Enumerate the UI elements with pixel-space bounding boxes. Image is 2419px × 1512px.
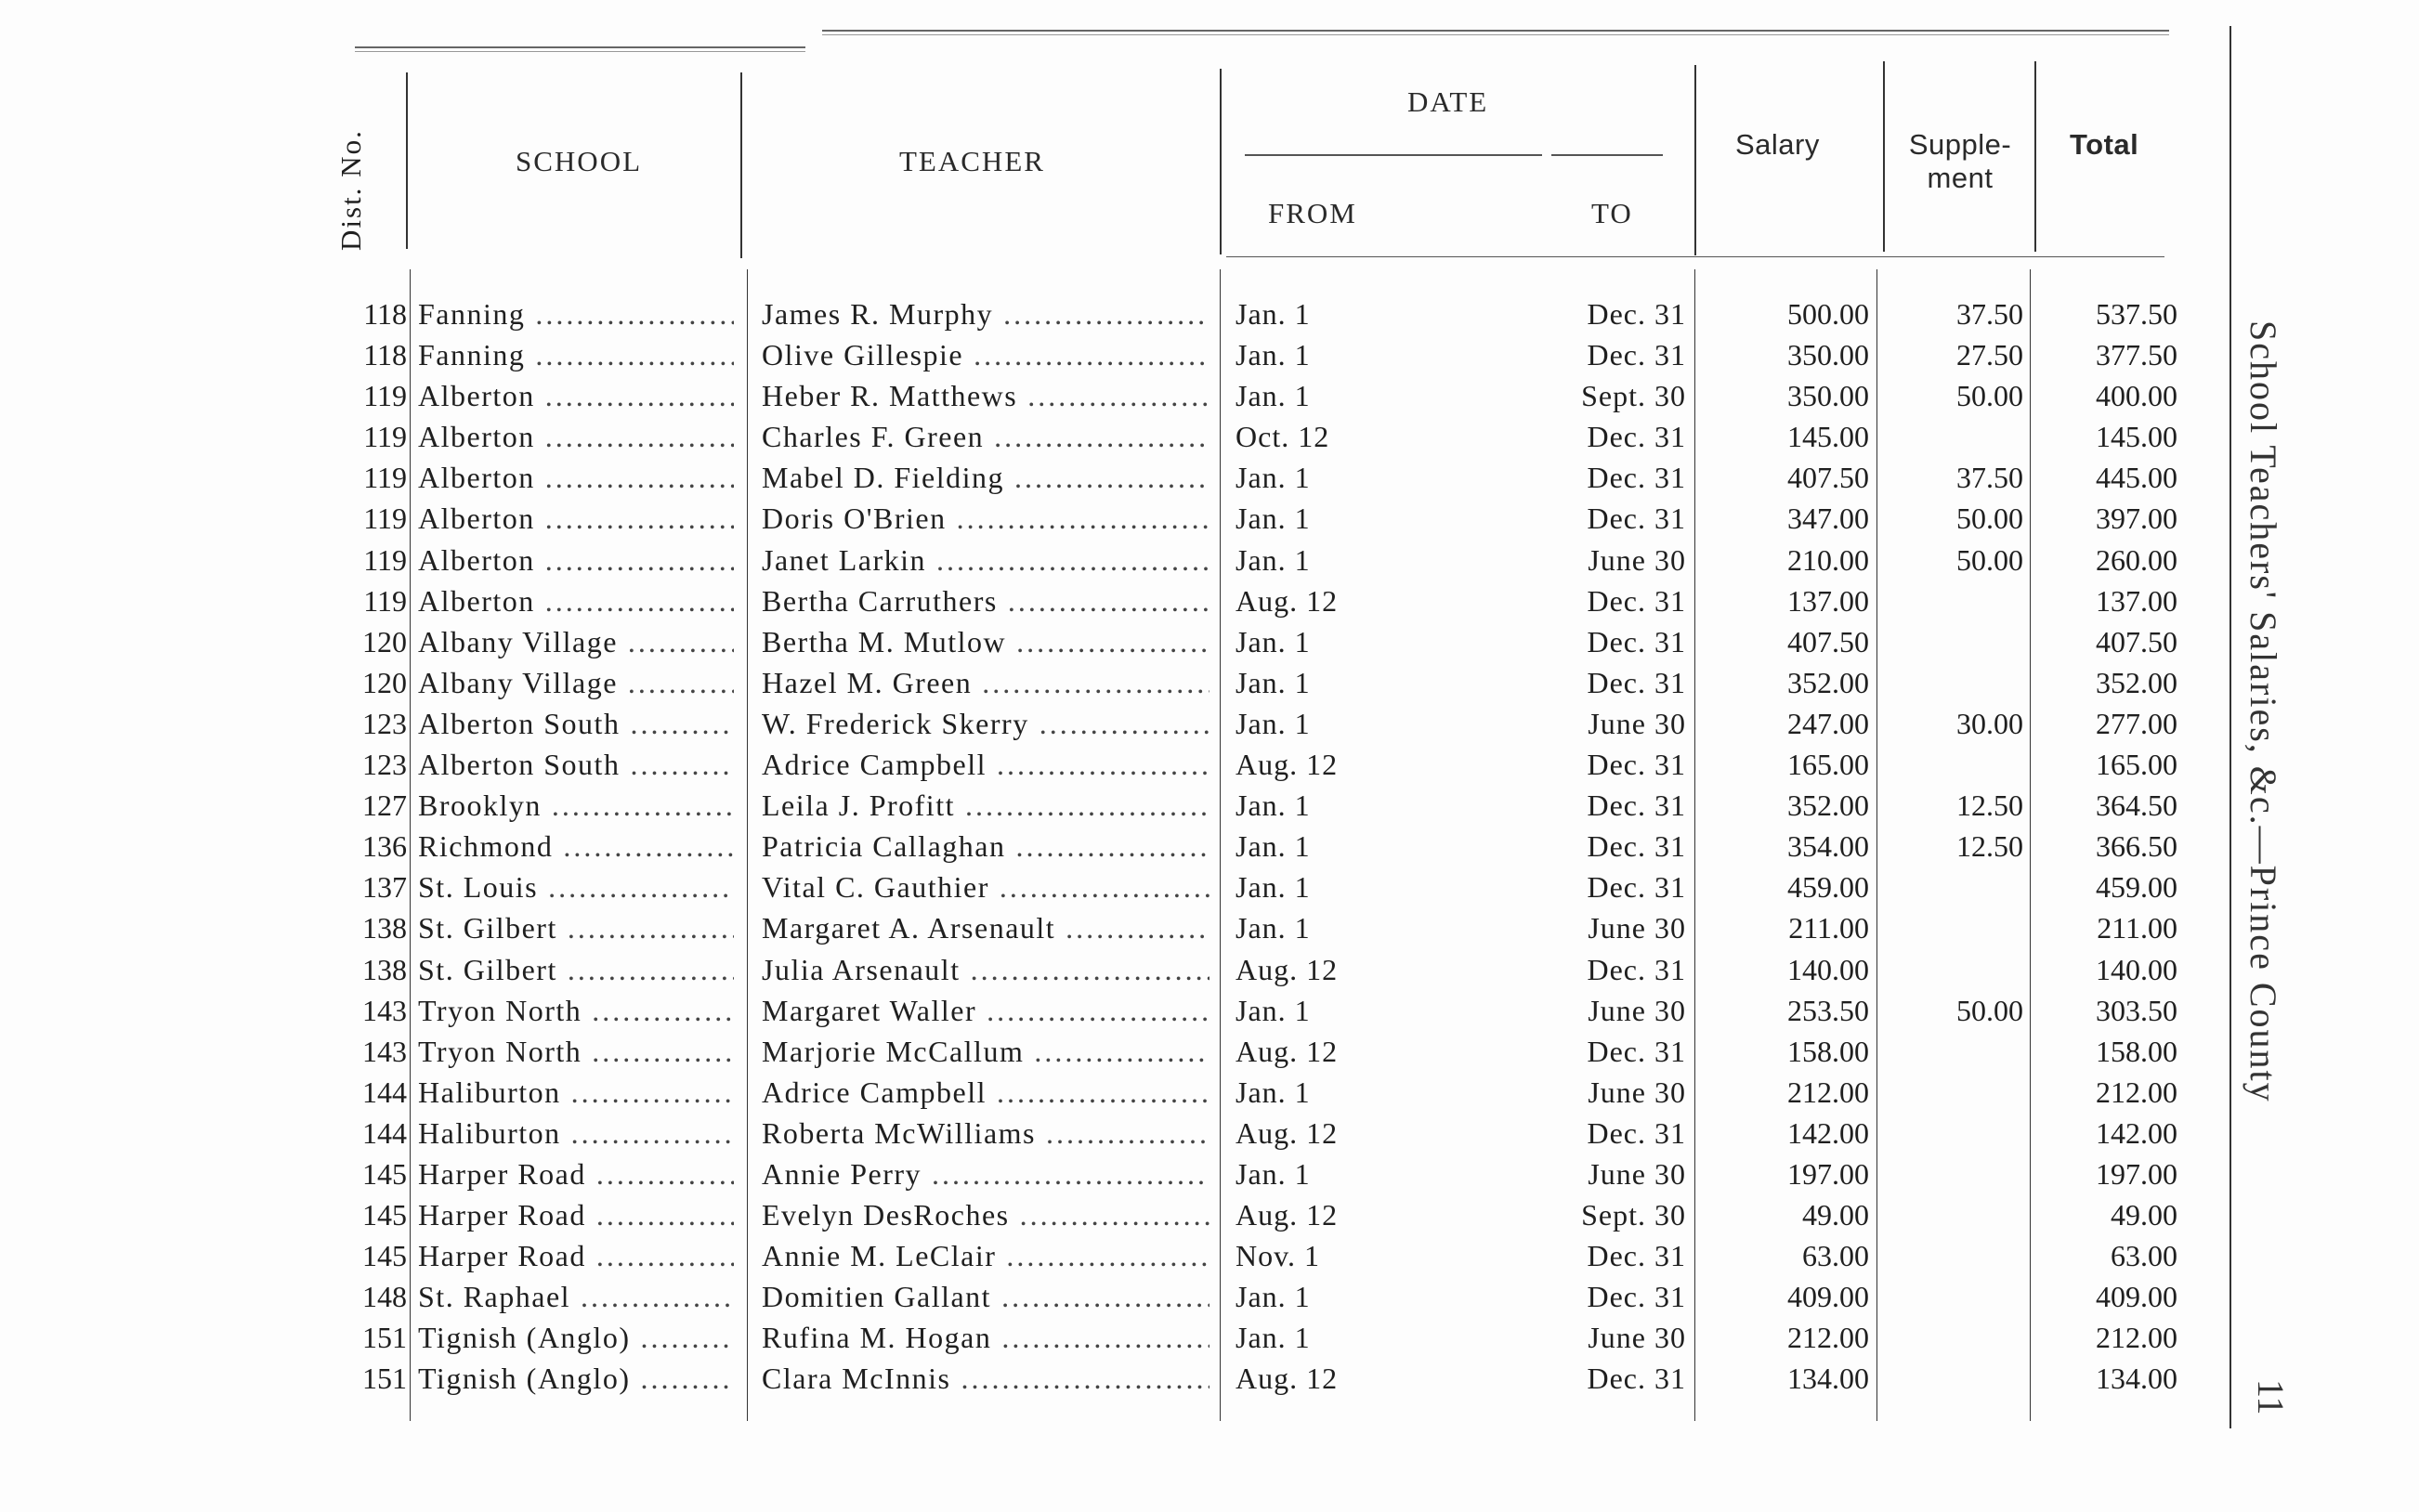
total-value: 63.00 <box>2111 1239 2177 1273</box>
dist-number: 127 <box>362 789 407 823</box>
table-row <box>0 498 2419 539</box>
dist-number: 151 <box>362 1321 407 1355</box>
total-value: 142.00 <box>2096 1115 2177 1150</box>
school-name: St. Louis ..... <box>418 867 734 907</box>
teacher-name: Bertha M. Mutlow ..... <box>762 621 1210 662</box>
teacher-name: Julia Arsenault ..... <box>762 949 1210 990</box>
supplement-value: 50.00 <box>1956 542 2023 577</box>
total-value: 165.00 <box>2096 748 2177 782</box>
date-to: Dec. 31 <box>1587 1280 1686 1314</box>
dist-number: 119 <box>363 420 407 454</box>
date-to: Dec. 31 <box>1587 1239 1686 1273</box>
teacher-name: Clara McInnis ..... <box>762 1358 1210 1399</box>
salary-value: 210.00 <box>1787 542 1869 577</box>
date-to: Dec. 31 <box>1587 952 1686 986</box>
date-to: Dec. 31 <box>1587 748 1686 782</box>
school-name: Alberton ..... <box>418 540 734 580</box>
teacher-name: Adrice Campbell ..... <box>762 744 1210 785</box>
date-from: Jan. 1 <box>1236 297 1311 331</box>
date-from: Jan. 1 <box>1236 338 1311 372</box>
top-rule-right <box>822 30 2169 35</box>
teacher-name: Adrice Campbell ..... <box>762 1072 1210 1113</box>
salary-value: 165.00 <box>1787 748 1869 782</box>
dist-number: 119 <box>363 502 407 536</box>
date-from: Jan. 1 <box>1236 542 1311 577</box>
table-row <box>0 416 2419 457</box>
date-rule-right <box>1551 154 1663 156</box>
dist-number: 145 <box>362 1156 407 1191</box>
date-header: DATE <box>1407 85 1489 118</box>
supplement-value: 50.00 <box>1956 379 2023 413</box>
date-to: June 30 <box>1588 1156 1686 1191</box>
date-to: Sept. 30 <box>1581 379 1686 413</box>
school-name: Alberton ..... <box>418 457 734 498</box>
school-name: Alberton ..... <box>418 580 734 621</box>
teacher-name: Rufina M. Hogan ..... <box>762 1317 1210 1358</box>
salary-value: 352.00 <box>1787 789 1869 823</box>
table-row <box>0 703 2419 744</box>
school-name: Alberton ..... <box>418 498 734 539</box>
date-to: Dec. 31 <box>1587 1115 1686 1150</box>
date-to: Dec. 31 <box>1587 829 1686 864</box>
salary-value: 197.00 <box>1787 1156 1869 1191</box>
salary-value: 407.50 <box>1787 624 1869 658</box>
school-name: Brooklyn ..... <box>418 785 734 826</box>
table-row <box>0 1235 2419 1276</box>
header-divider-salary <box>1883 61 1885 252</box>
salary-value: 212.00 <box>1787 1075 1869 1109</box>
school-name: St. Raphael ..... <box>418 1276 734 1317</box>
total-value: 377.50 <box>2096 338 2177 372</box>
table-row <box>0 621 2419 662</box>
total-value: 537.50 <box>2096 297 2177 331</box>
dist-number: 118 <box>363 338 407 372</box>
salary-header: Salary <box>1735 128 1820 161</box>
date-to: Dec. 31 <box>1587 624 1686 658</box>
total-value: 397.00 <box>2096 502 2177 536</box>
salary-value: 354.00 <box>1787 829 1869 864</box>
total-value: 407.50 <box>2096 624 2177 658</box>
date-from: Aug. 12 <box>1236 952 1339 986</box>
school-name: Tignish (Anglo) ..... <box>418 1358 734 1399</box>
supplement-header-line1: Supple- <box>1908 128 2012 161</box>
table-row <box>0 457 2419 498</box>
date-to: Dec. 31 <box>1587 789 1686 823</box>
school-name: Harper Road ..... <box>418 1235 734 1276</box>
date-from: Nov. 1 <box>1236 1239 1321 1273</box>
date-to: Dec. 31 <box>1587 420 1686 454</box>
school-name: Tignish (Anglo) ..... <box>418 1317 734 1358</box>
table-row <box>0 907 2419 948</box>
table-row <box>0 1072 2419 1113</box>
supplement-value: 50.00 <box>1956 993 2023 1027</box>
dist-number: 138 <box>362 911 407 945</box>
supplement-value: 37.50 <box>1956 297 2023 331</box>
date-from: Jan. 1 <box>1236 706 1311 740</box>
school-name: Richmond ..... <box>418 826 734 867</box>
teacher-name: Marjorie McCallum ..... <box>762 1031 1210 1072</box>
table-row <box>0 826 2419 867</box>
salary-value: 158.00 <box>1787 1034 1869 1068</box>
date-to: June 30 <box>1588 993 1686 1027</box>
supplement-value: 27.50 <box>1956 338 2023 372</box>
teacher-name: Heber R. Matthews ..... <box>762 375 1210 416</box>
teacher-name: Annie Perry ..... <box>762 1154 1210 1194</box>
school-name: Albany Village ..... <box>418 662 734 703</box>
dist-number: 145 <box>362 1198 407 1232</box>
header-divider-school <box>740 72 742 258</box>
teacher-name: Charles F. Green ..... <box>762 416 1210 457</box>
date-from: Jan. 1 <box>1236 993 1311 1027</box>
total-value: 364.50 <box>2096 789 2177 823</box>
teacher-name: James R. Murphy ..... <box>762 293 1210 334</box>
total-value: 212.00 <box>2096 1075 2177 1109</box>
date-from: Jan. 1 <box>1236 1156 1311 1191</box>
total-value: 400.00 <box>2096 379 2177 413</box>
dist-number: 148 <box>362 1280 407 1314</box>
salary-value: 352.00 <box>1787 665 1869 699</box>
teacher-name: Hazel M. Green ..... <box>762 662 1210 703</box>
table-row <box>0 949 2419 990</box>
top-rule-left <box>355 46 805 52</box>
date-from: Aug. 12 <box>1236 748 1339 782</box>
date-rule-left <box>1245 154 1542 156</box>
to-header: TO <box>1591 197 1633 229</box>
salary-value: 134.00 <box>1787 1362 1869 1396</box>
dist-number: 123 <box>362 748 407 782</box>
table-row <box>0 1317 2419 1358</box>
teacher-name: Leila J. Profitt ..... <box>762 785 1210 826</box>
date-to: June 30 <box>1588 1075 1686 1109</box>
salary-table-body <box>0 293 2419 1400</box>
total-value: 366.50 <box>2096 829 2177 864</box>
date-to: June 30 <box>1588 911 1686 945</box>
from-header: FROM <box>1268 197 1357 229</box>
total-value: 352.00 <box>2096 665 2177 699</box>
school-name: Alberton South ..... <box>418 703 734 744</box>
school-name: Harper Road ..... <box>418 1154 734 1194</box>
dist-number: 119 <box>363 583 407 618</box>
teacher-name: Mabel D. Fielding ..... <box>762 457 1210 498</box>
date-to: Dec. 31 <box>1587 502 1686 536</box>
school-name: Haliburton ..... <box>418 1113 734 1154</box>
school-name: Alberton South ..... <box>418 744 734 785</box>
school-name: Haliburton ..... <box>418 1072 734 1113</box>
total-value: 197.00 <box>2096 1156 2177 1191</box>
teacher-name: Roberta McWilliams ..... <box>762 1113 1210 1154</box>
dist-number: 137 <box>362 870 407 905</box>
salary-value: 63.00 <box>1802 1239 1869 1273</box>
dist-number: 119 <box>363 461 407 495</box>
total-value: 137.00 <box>2096 583 2177 618</box>
dist-number: 136 <box>362 829 407 864</box>
teacher-name: Bertha Carruthers ..... <box>762 580 1210 621</box>
date-from: Aug. 12 <box>1236 1034 1339 1068</box>
teacher-name: Margaret A. Arsenault ..... <box>762 907 1210 948</box>
date-from: Jan. 1 <box>1236 461 1311 495</box>
total-value: 459.00 <box>2096 870 2177 905</box>
total-header: Total <box>2070 128 2139 161</box>
supplement-value: 37.50 <box>1956 461 2023 495</box>
header-bottom-rule <box>1226 256 2164 257</box>
salary-value: 409.00 <box>1787 1280 1869 1314</box>
salary-value: 247.00 <box>1787 706 1869 740</box>
supplement-value: 50.00 <box>1956 502 2023 536</box>
date-from: Jan. 1 <box>1236 1321 1311 1355</box>
total-value: 158.00 <box>2096 1034 2177 1068</box>
total-value: 277.00 <box>2096 706 2177 740</box>
dist-number: 144 <box>362 1115 407 1150</box>
date-from: Jan. 1 <box>1236 789 1311 823</box>
teacher-name: W. Frederick Skerry ..... <box>762 703 1210 744</box>
dist-no-header: Dist. No. <box>334 129 367 251</box>
table-row <box>0 990 2419 1031</box>
header-divider-date <box>1694 65 1696 255</box>
school-name: Fanning ..... <box>418 334 734 375</box>
date-to: Dec. 31 <box>1587 297 1686 331</box>
date-from: Jan. 1 <box>1236 870 1311 905</box>
salary-value: 350.00 <box>1787 379 1869 413</box>
header-divider-dist <box>406 72 408 249</box>
supplement-header <box>1890 128 2030 195</box>
supplement-value: 12.50 <box>1956 829 2023 864</box>
dist-number: 144 <box>362 1075 407 1109</box>
salary-value: 140.00 <box>1787 952 1869 986</box>
date-from: Jan. 1 <box>1236 1075 1311 1109</box>
date-from: Oct. 12 <box>1236 420 1330 454</box>
school-name: Fanning ..... <box>418 293 734 334</box>
total-value: 409.00 <box>2096 1280 2177 1314</box>
supplement-value: 30.00 <box>1956 706 2023 740</box>
salary-value: 350.00 <box>1787 338 1869 372</box>
date-from: Jan. 1 <box>1236 1280 1311 1314</box>
teacher-name: Olive Gillespie ..... <box>762 334 1210 375</box>
table-row <box>0 580 2419 621</box>
total-value: 140.00 <box>2096 952 2177 986</box>
table-row <box>0 1276 2419 1317</box>
date-to: Dec. 31 <box>1587 583 1686 618</box>
date-from: Jan. 1 <box>1236 379 1311 413</box>
teacher-name: Vital C. Gauthier ..... <box>762 867 1210 907</box>
school-name: St. Gilbert ..... <box>418 907 734 948</box>
school-name: Alberton ..... <box>418 375 734 416</box>
date-from: Aug. 12 <box>1236 1115 1339 1150</box>
dist-number: 118 <box>363 297 407 331</box>
teacher-name: Evelyn DesRoches ..... <box>762 1194 1210 1235</box>
total-value: 49.00 <box>2111 1198 2177 1232</box>
dist-number: 138 <box>362 952 407 986</box>
salary-value: 459.00 <box>1787 870 1869 905</box>
teacher-name: Janet Larkin ..... <box>762 540 1210 580</box>
salary-value: 49.00 <box>1802 1198 1869 1232</box>
school-name: Tryon North ..... <box>418 990 734 1031</box>
total-value: 260.00 <box>2096 542 2177 577</box>
supplement-header-line2: ment <box>1927 162 1994 194</box>
date-to: June 30 <box>1588 706 1686 740</box>
table-row <box>0 785 2419 826</box>
salary-value: 137.00 <box>1787 583 1869 618</box>
date-from: Aug. 12 <box>1236 1362 1339 1396</box>
dist-number: 119 <box>363 379 407 413</box>
page-number: 11 <box>2250 1379 2292 1415</box>
date-from: Jan. 1 <box>1236 911 1311 945</box>
school-name: St. Gilbert ..... <box>418 949 734 990</box>
school-name: Albany Village ..... <box>418 621 734 662</box>
table-row <box>0 1031 2419 1072</box>
supplement-value: 12.50 <box>1956 789 2023 823</box>
total-value: 211.00 <box>2097 911 2177 945</box>
salary-value: 142.00 <box>1787 1115 1869 1150</box>
dist-number: 143 <box>362 993 407 1027</box>
table-row <box>0 1154 2419 1194</box>
total-value: 134.00 <box>2096 1362 2177 1396</box>
date-to: Dec. 31 <box>1587 870 1686 905</box>
date-from: Aug. 12 <box>1236 583 1339 618</box>
teacher-name: Margaret Waller ..... <box>762 990 1210 1031</box>
salary-value: 253.50 <box>1787 993 1869 1027</box>
date-from: Aug. 12 <box>1236 1198 1339 1232</box>
date-from: Jan. 1 <box>1236 665 1311 699</box>
table-row <box>0 662 2419 703</box>
salary-value: 211.00 <box>1788 911 1869 945</box>
date-to: June 30 <box>1588 1321 1686 1355</box>
date-to: June 30 <box>1588 542 1686 577</box>
date-to: Dec. 31 <box>1587 461 1686 495</box>
salary-value: 347.00 <box>1787 502 1869 536</box>
salary-value: 212.00 <box>1787 1321 1869 1355</box>
table-row <box>0 1113 2419 1154</box>
dist-number: 143 <box>362 1034 407 1068</box>
table-row <box>0 334 2419 375</box>
date-to: Sept. 30 <box>1581 1198 1686 1232</box>
header-divider-teacher <box>1220 69 1222 254</box>
teacher-name: Annie M. LeClair ..... <box>762 1235 1210 1276</box>
table-row <box>0 540 2419 580</box>
table-row <box>0 1358 2419 1399</box>
table-row <box>0 293 2419 334</box>
salary-value: 407.50 <box>1787 461 1869 495</box>
header-divider-supplement <box>2034 61 2036 252</box>
teacher-header: TEACHER <box>899 145 1045 177</box>
dist-number: 119 <box>363 542 407 577</box>
dist-number: 120 <box>362 624 407 658</box>
date-to: Dec. 31 <box>1587 338 1686 372</box>
date-from: Jan. 1 <box>1236 502 1311 536</box>
side-title: School Teachers' Salaries, &c.—Prince County <box>2242 320 2284 1103</box>
date-to: Dec. 31 <box>1587 665 1686 699</box>
total-value: 145.00 <box>2096 420 2177 454</box>
salary-value: 145.00 <box>1787 420 1869 454</box>
table-row <box>0 744 2419 785</box>
dist-number: 120 <box>362 665 407 699</box>
teacher-name: Domitien Gallant ..... <box>762 1276 1210 1317</box>
total-value: 303.50 <box>2096 993 2177 1027</box>
school-name: Harper Road ..... <box>418 1194 734 1235</box>
table-row <box>0 867 2419 907</box>
teacher-name: Patricia Callaghan ..... <box>762 826 1210 867</box>
dist-number: 123 <box>362 706 407 740</box>
total-value: 445.00 <box>2096 461 2177 495</box>
school-name: Tryon North ..... <box>418 1031 734 1072</box>
table-row <box>0 1194 2419 1235</box>
salary-value: 500.00 <box>1787 297 1869 331</box>
date-from: Jan. 1 <box>1236 624 1311 658</box>
school-header: SCHOOL <box>516 145 643 177</box>
date-from: Jan. 1 <box>1236 829 1311 864</box>
date-to: Dec. 31 <box>1587 1034 1686 1068</box>
dist-number: 145 <box>362 1239 407 1273</box>
school-name: Alberton ..... <box>418 416 734 457</box>
table-row <box>0 375 2419 416</box>
teacher-name: Doris O'Brien ..... <box>762 498 1210 539</box>
dist-number: 151 <box>362 1362 407 1396</box>
date-to: Dec. 31 <box>1587 1362 1686 1396</box>
total-value: 212.00 <box>2096 1321 2177 1355</box>
